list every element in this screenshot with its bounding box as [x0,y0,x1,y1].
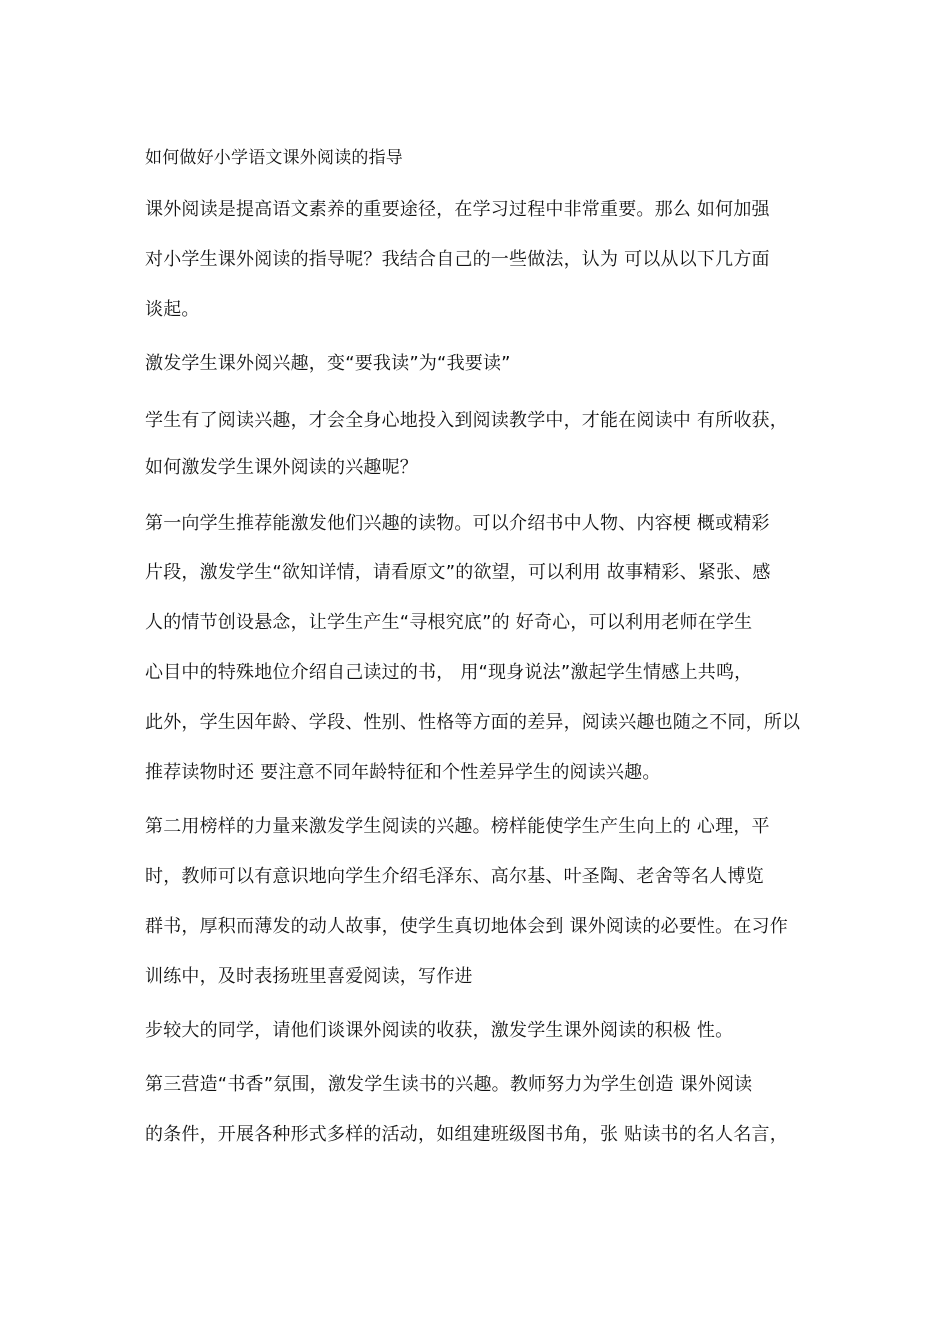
text-line: 谈起。 [145,299,200,320]
text-line: 第一向学生推荐能激发他们兴趣的读物。可以介绍书中人物、内容梗 概或精彩 [145,513,770,534]
text-line: 推荐读物时还 要注意不同年龄特征和个性差异学生的阅读兴趣。 [145,762,661,783]
text-line: 此外，学生因年龄、学段、性别、性格等方面的差异，阅读兴趣也随之不同，所以 [145,712,801,733]
text-line: 群书，厚积而薄发的动人故事，使学生真切地体会到 课外阅读的必要性。在习作 [145,916,788,937]
text-line: 步较大的同学，请他们谈课外阅读的收获，激发学生课外阅读的积极 性。 [145,1020,734,1041]
text-line: 的条件，开展各种形式多样的活动，如组建班级图书角，张 贴读书的名人名言， [145,1124,788,1145]
text-line: 训练中，及时表扬班里喜爱阅读，写作进 [145,966,473,987]
text-line: 片段，激发学生“欲知详情，请看原文”的欲望，可以利用 故事精彩、紧张、感 [145,562,771,583]
document-title: 如何做好小学语文课外阅读的指导 [145,148,403,168]
text-line: 如何激发学生课外阅读的兴趣呢？ [145,457,418,478]
section-heading: 激发学生课外阅兴趣，变“要我读”为“我要读” [145,353,511,374]
text-line: 课外阅读是提高语文素养的重要途径，在学习过程中非常重要。那么 如何加强 [145,199,770,220]
text-line: 对小学生课外阅读的指导呢？我结合自己的一些做法，认为 可以从以下几方面 [145,249,770,270]
text-line: 时，教师可以有意识地向学生介绍毛泽东、高尔基、叶圣陶、老舍等名人博览 [145,866,764,887]
text-line: 心目中的特殊地位介绍自己读过的书， 用“现身说法”激起学生情感上共鸣， [145,662,753,683]
text-line: 第二用榜样的力量来激发学生阅读的兴趣。榜样能使学生产生向上的 心理，平 [145,816,770,837]
text-line: 人的情节创设悬念，让学生产生“寻根究底”的 好奇心，可以利用老师在学生 [145,612,753,633]
text-line: 第三营造“书香”氛围，激发学生读书的兴趣。教师努力为学生创造 课外阅读 [145,1074,753,1095]
text-line: 学生有了阅读兴趣，才会全身心地投入到阅读教学中，才能在阅读中 有所收获， [145,410,788,431]
